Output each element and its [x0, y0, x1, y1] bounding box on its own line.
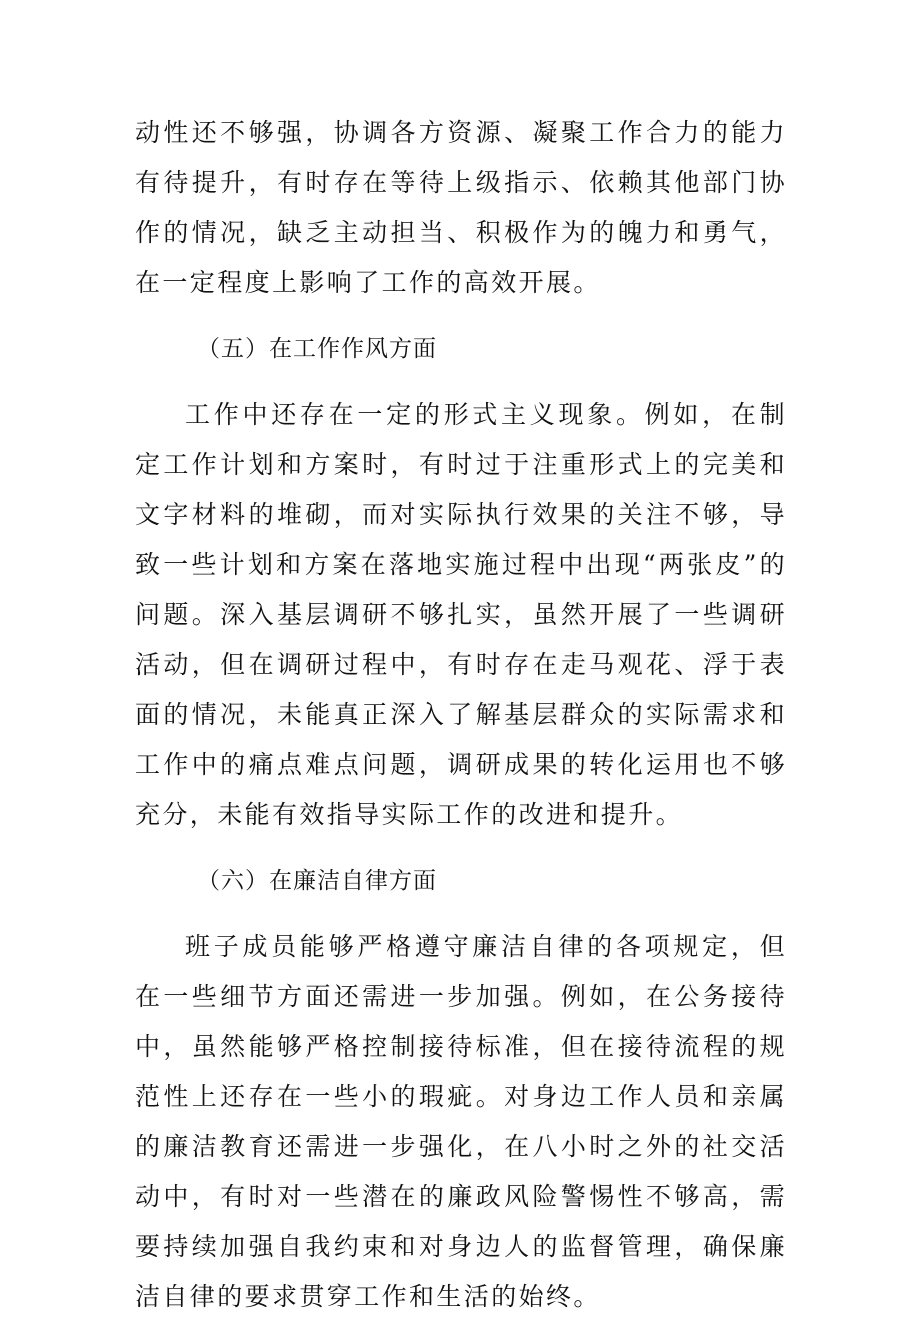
- section-body-6: 班子成员能够严格遵守廉洁自律的各项规定，但在一些细节方面还需进一步加强。例如，在公务接待中，虽然能够严格控制接待标准，但在接待流程的规范性上还存在一些小的瑕疵。对身边工作人员和亲属的廉洁教育还需进一步强化，在八小时之外的社交活动中，有时对一些潜在的廉政风险警惕性不够高，需要持续加强自我约束和对身边人的监督管理，确保廉洁自律的要求贯穿工作和生活的始终。: [135, 932, 787, 1311]
- section-heading-5: （五）在工作作风方面: [197, 336, 437, 362]
- section-body-5: 工作中还存在一定的形式主义现象。例如，在制定工作计划和方案时，有时过于注重形式上的完美和文字材料的堆砌，而对实际执行效果的关注不够，导致一些计划和方案在落地实施过程中出现“两张皮”的问题。深入基层调研不够扎实，虽然开展了一些调研活动，但在调研过程中，有时存在走马观花、浮于表面的情况，未能真正深入了解基层群众的实际需求和工作中的痛点难点问题，调研成果的转化运用也不够充分，未能有效指导实际工作的改进和提升。: [135, 400, 787, 829]
- document-body: [135, 108, 787, 1322]
- paragraph-continuation: 动性还不够强，协调各方资源、凝聚工作合力的能力有待提升，有时存在等待上级指示、依赖其他部门协作的情况，缺乏主动担当、积极作为的魄力和勇气，在一定程度上影响了工作的高效开展。: [135, 118, 787, 297]
- section-heading-6: （六）在廉洁自律方面: [197, 868, 437, 894]
